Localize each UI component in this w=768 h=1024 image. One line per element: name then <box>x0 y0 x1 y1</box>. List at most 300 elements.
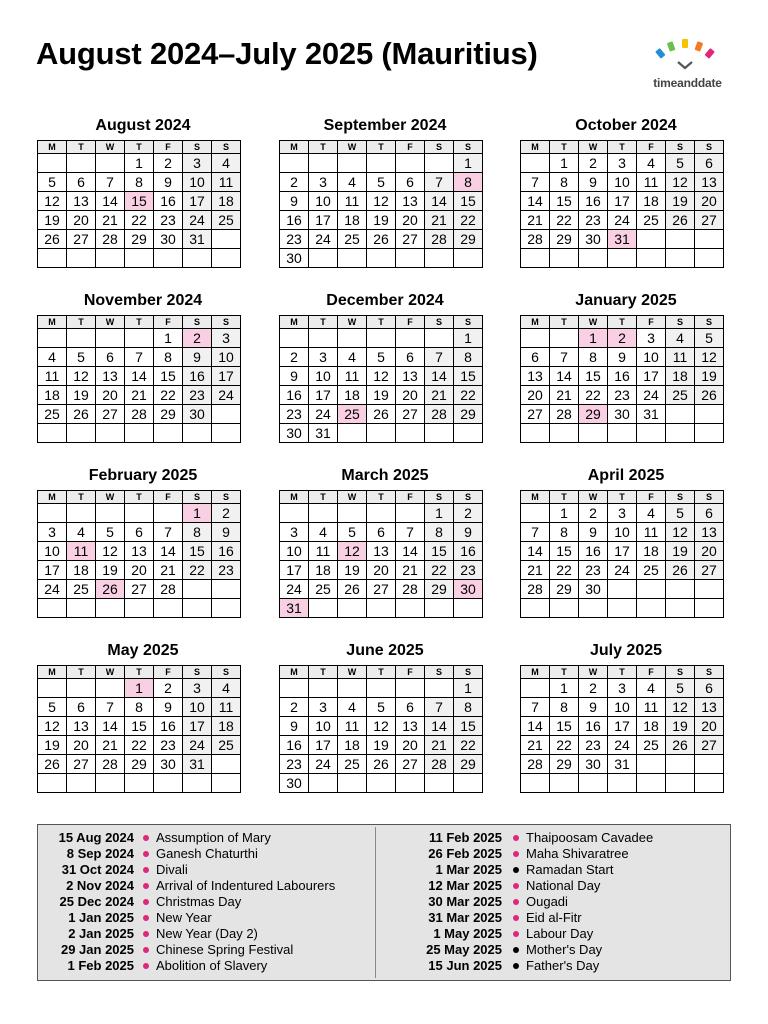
day-cell: 28 <box>425 405 454 424</box>
day-cell: 29 <box>154 405 183 424</box>
legend-holiday-name: Divali <box>156 862 188 877</box>
day-cell: 19 <box>67 386 96 405</box>
day-cell: 12 <box>96 542 125 561</box>
day-cell: 11 <box>338 192 367 211</box>
week-row <box>280 774 483 793</box>
day-cell: 4 <box>212 154 241 173</box>
empty-day-cell <box>579 599 608 618</box>
day-cell: 6 <box>67 173 96 192</box>
day-cell: 12 <box>367 367 396 386</box>
empty-day-cell <box>154 249 183 268</box>
week-row <box>280 211 483 230</box>
day-cell: 6 <box>367 523 396 542</box>
day-cell: 16 <box>183 367 212 386</box>
observance-dot-icon <box>513 867 519 873</box>
month-title: May 2025 <box>107 642 179 659</box>
week-row <box>521 367 724 386</box>
empty-day-cell <box>666 424 695 443</box>
empty-day-cell <box>212 424 241 443</box>
day-cell: 19 <box>666 717 695 736</box>
weekday-header-row <box>280 141 483 154</box>
day-cell: 20 <box>695 717 724 736</box>
empty-day-cell <box>338 329 367 348</box>
day-cell: 9 <box>608 348 637 367</box>
empty-day-cell <box>367 599 396 618</box>
week-row <box>280 405 483 424</box>
day-cell: 10 <box>309 192 338 211</box>
day-cell: 5 <box>666 504 695 523</box>
month-title: April 2025 <box>587 467 665 484</box>
weekday-header: T <box>67 491 96 504</box>
day-cell: 5 <box>695 329 724 348</box>
day-cell: 10 <box>183 698 212 717</box>
empty-day-cell <box>608 249 637 268</box>
day-cell: 23 <box>212 561 241 580</box>
holiday-dot-icon <box>143 931 149 937</box>
day-cell: 3 <box>608 154 637 173</box>
weekday-header: T <box>608 316 637 329</box>
weekday-header-row <box>521 491 724 504</box>
day-cell: 4 <box>67 523 96 542</box>
day-cell: 16 <box>454 542 483 561</box>
day-cell: 29 <box>550 580 579 599</box>
day-cell: 11 <box>637 523 666 542</box>
day-cell: 4 <box>38 348 67 367</box>
month-title: January 2025 <box>575 292 677 309</box>
day-cell: 6 <box>695 679 724 698</box>
day-cell: 13 <box>67 192 96 211</box>
day-cell: 22 <box>425 561 454 580</box>
day-cell: 21 <box>521 211 550 230</box>
day-cell: 23 <box>183 386 212 405</box>
empty-day-cell <box>367 154 396 173</box>
week-row <box>521 173 724 192</box>
week-row <box>38 523 241 542</box>
day-cell: 4 <box>637 154 666 173</box>
month-table <box>37 315 241 443</box>
day-cell: 23 <box>579 211 608 230</box>
empty-day-cell <box>396 329 425 348</box>
empty-day-cell <box>125 599 154 618</box>
day-cell: 12 <box>695 348 724 367</box>
day-cell: 13 <box>396 717 425 736</box>
day-cell: 16 <box>154 717 183 736</box>
empty-day-cell <box>637 424 666 443</box>
day-cell: 16 <box>579 192 608 211</box>
legend-holiday-name: Thaipoosam Cavadee <box>526 830 654 845</box>
week-row <box>280 755 483 774</box>
empty-day-cell <box>38 154 67 173</box>
day-cell: 15 <box>579 367 608 386</box>
month-title: November 2024 <box>83 292 203 309</box>
day-cell: 26 <box>338 580 367 599</box>
day-cell: 19 <box>666 192 695 211</box>
day-cell: 10 <box>212 348 241 367</box>
week-row <box>280 698 483 717</box>
weekday-header: W <box>579 316 608 329</box>
legend-date: 2 Jan 2025 <box>68 926 134 941</box>
day-cell: 5 <box>38 173 67 192</box>
legend-date: 11 Feb 2025 <box>429 830 502 845</box>
weekday-header: T <box>125 666 154 679</box>
empty-day-cell <box>579 424 608 443</box>
day-cell: 1 <box>154 329 183 348</box>
day-cell: 30 <box>280 424 309 443</box>
holiday-dot-icon <box>513 835 519 841</box>
observance-dot-icon <box>513 963 519 969</box>
day-cell: 17 <box>280 561 309 580</box>
legend-holiday-name: Ganesh Chaturthi <box>156 846 258 861</box>
day-cell: 30 <box>154 230 183 249</box>
day-cell: 29 <box>454 230 483 249</box>
legend-date: 2 Nov 2024 <box>66 878 134 893</box>
day-cell: 7 <box>521 173 550 192</box>
day-cell-holiday: 12 <box>338 542 367 561</box>
day-cell: 29 <box>550 230 579 249</box>
day-cell: 5 <box>367 698 396 717</box>
weekday-header: T <box>125 491 154 504</box>
day-cell: 14 <box>396 542 425 561</box>
week-row <box>280 542 483 561</box>
day-cell: 3 <box>280 523 309 542</box>
weekday-header: W <box>338 316 367 329</box>
day-cell: 20 <box>695 192 724 211</box>
day-cell: 15 <box>125 717 154 736</box>
day-cell: 29 <box>550 755 579 774</box>
day-cell: 8 <box>579 348 608 367</box>
week-row <box>38 580 241 599</box>
day-cell: 24 <box>38 580 67 599</box>
day-cell: 18 <box>637 717 666 736</box>
empty-day-cell <box>183 580 212 599</box>
empty-day-cell <box>96 154 125 173</box>
empty-day-cell <box>38 679 67 698</box>
day-cell: 20 <box>695 542 724 561</box>
day-cell: 1 <box>550 504 579 523</box>
day-cell: 22 <box>579 386 608 405</box>
day-cell: 29 <box>125 230 154 249</box>
empty-day-cell <box>521 504 550 523</box>
weekday-header-row <box>38 141 241 154</box>
day-cell: 20 <box>67 736 96 755</box>
day-cell: 3 <box>637 329 666 348</box>
weekday-header: W <box>338 141 367 154</box>
legend-holiday-name: Father's Day <box>526 958 600 973</box>
day-cell: 8 <box>550 523 579 542</box>
month-title: February 2025 <box>88 467 198 484</box>
day-cell: 27 <box>396 755 425 774</box>
week-row <box>280 599 483 618</box>
day-cell: 21 <box>521 736 550 755</box>
day-cell: 28 <box>396 580 425 599</box>
legend-date: 1 Feb 2025 <box>67 958 134 973</box>
day-cell: 2 <box>454 504 483 523</box>
day-cell: 15 <box>550 192 579 211</box>
day-cell: 10 <box>608 523 637 542</box>
day-cell: 18 <box>338 736 367 755</box>
weekday-header: S <box>425 666 454 679</box>
day-cell: 11 <box>338 367 367 386</box>
day-cell: 14 <box>96 192 125 211</box>
empty-day-cell <box>183 249 212 268</box>
day-cell: 21 <box>425 736 454 755</box>
day-cell: 26 <box>666 211 695 230</box>
day-cell: 5 <box>96 523 125 542</box>
day-cell: 2 <box>154 154 183 173</box>
weekday-header-row <box>38 316 241 329</box>
empty-day-cell <box>154 774 183 793</box>
legend-holiday-name: Chinese Spring Festival <box>156 942 294 957</box>
empty-day-cell <box>425 154 454 173</box>
day-cell: 27 <box>67 230 96 249</box>
day-cell: 21 <box>125 386 154 405</box>
weekday-header: S <box>454 666 483 679</box>
day-cell: 27 <box>695 561 724 580</box>
empty-day-cell <box>396 249 425 268</box>
day-cell: 15 <box>550 542 579 561</box>
day-cell: 19 <box>695 367 724 386</box>
day-cell: 25 <box>309 580 338 599</box>
day-cell: 27 <box>396 230 425 249</box>
timeanddate-logo[interactable] <box>640 38 735 94</box>
empty-day-cell <box>666 774 695 793</box>
day-cell: 8 <box>154 348 183 367</box>
empty-day-cell <box>96 679 125 698</box>
empty-day-cell <box>637 230 666 249</box>
day-cell: 17 <box>637 367 666 386</box>
week-row <box>521 230 724 249</box>
day-cell: 18 <box>212 717 241 736</box>
empty-day-cell <box>338 679 367 698</box>
legend-date: 1 May 2025 <box>433 926 502 941</box>
day-cell: 18 <box>338 211 367 230</box>
day-cell: 7 <box>154 523 183 542</box>
day-cell: 13 <box>125 542 154 561</box>
day-cell: 8 <box>125 173 154 192</box>
weekday-header: W <box>338 491 367 504</box>
day-cell: 15 <box>183 542 212 561</box>
day-cell: 19 <box>338 561 367 580</box>
weekday-header: F <box>154 141 183 154</box>
day-cell: 26 <box>67 405 96 424</box>
weekday-header: T <box>67 316 96 329</box>
week-row <box>38 230 241 249</box>
empty-day-cell <box>521 329 550 348</box>
day-cell: 13 <box>695 523 724 542</box>
day-cell: 19 <box>367 211 396 230</box>
week-row <box>521 679 724 698</box>
weekday-header: S <box>183 491 212 504</box>
month-table <box>520 140 724 268</box>
day-cell: 25 <box>338 230 367 249</box>
empty-day-cell <box>183 599 212 618</box>
day-cell: 7 <box>125 348 154 367</box>
weekday-header: S <box>454 491 483 504</box>
day-cell: 11 <box>637 698 666 717</box>
empty-day-cell <box>338 599 367 618</box>
legend-date: 8 Sep 2024 <box>66 846 134 861</box>
empty-day-cell <box>367 249 396 268</box>
day-cell: 11 <box>309 542 338 561</box>
day-cell: 14 <box>521 192 550 211</box>
weekday-header-row <box>38 666 241 679</box>
weekday-header: M <box>280 491 309 504</box>
empty-day-cell <box>608 580 637 599</box>
empty-day-cell <box>666 755 695 774</box>
day-cell: 24 <box>309 230 338 249</box>
day-cell: 12 <box>367 192 396 211</box>
day-cell: 25 <box>666 386 695 405</box>
day-cell: 21 <box>425 211 454 230</box>
weekday-header: T <box>550 666 579 679</box>
weekday-header: S <box>212 666 241 679</box>
day-cell: 23 <box>154 211 183 230</box>
weekday-header: M <box>38 666 67 679</box>
weekday-header: F <box>637 316 666 329</box>
day-cell: 13 <box>521 367 550 386</box>
empty-day-cell <box>154 424 183 443</box>
day-cell: 17 <box>309 736 338 755</box>
empty-day-cell <box>183 424 212 443</box>
day-cell: 27 <box>695 736 724 755</box>
day-cell: 3 <box>183 154 212 173</box>
empty-day-cell <box>666 580 695 599</box>
empty-day-cell <box>695 580 724 599</box>
week-row <box>38 249 241 268</box>
week-row <box>38 329 241 348</box>
day-cell: 29 <box>454 405 483 424</box>
day-cell: 24 <box>608 736 637 755</box>
day-cell: 5 <box>666 154 695 173</box>
empty-day-cell <box>309 679 338 698</box>
empty-day-cell <box>521 774 550 793</box>
week-row <box>280 717 483 736</box>
weekday-header: S <box>666 666 695 679</box>
holiday-dot-icon <box>513 883 519 889</box>
empty-day-cell <box>695 599 724 618</box>
weekday-header: T <box>367 666 396 679</box>
day-cell: 9 <box>183 348 212 367</box>
day-cell: 31 <box>183 755 212 774</box>
day-cell: 18 <box>338 386 367 405</box>
day-cell: 1 <box>550 154 579 173</box>
empty-day-cell <box>550 249 579 268</box>
empty-day-cell <box>396 599 425 618</box>
day-cell: 17 <box>309 211 338 230</box>
empty-day-cell <box>425 424 454 443</box>
day-cell: 2 <box>280 348 309 367</box>
day-cell: 30 <box>608 405 637 424</box>
empty-day-cell <box>637 774 666 793</box>
day-cell: 7 <box>96 173 125 192</box>
day-cell-holiday: 26 <box>96 580 125 599</box>
day-cell: 14 <box>154 542 183 561</box>
weekday-header: F <box>396 141 425 154</box>
week-row <box>38 192 241 211</box>
day-cell: 5 <box>367 173 396 192</box>
day-cell: 19 <box>38 736 67 755</box>
empty-day-cell <box>38 249 67 268</box>
day-cell: 21 <box>96 211 125 230</box>
day-cell: 13 <box>67 717 96 736</box>
day-cell: 13 <box>396 367 425 386</box>
weekday-header-row <box>280 666 483 679</box>
day-cell: 25 <box>38 405 67 424</box>
day-cell: 14 <box>521 542 550 561</box>
weekday-header: F <box>396 666 425 679</box>
empty-day-cell <box>425 249 454 268</box>
day-cell-holiday: 1 <box>183 504 212 523</box>
day-cell: 1 <box>454 329 483 348</box>
day-cell: 19 <box>38 211 67 230</box>
day-cell: 20 <box>521 386 550 405</box>
day-cell: 25 <box>338 755 367 774</box>
day-cell: 12 <box>666 173 695 192</box>
day-cell: 7 <box>396 523 425 542</box>
weekday-header: T <box>309 666 338 679</box>
day-cell: 30 <box>579 580 608 599</box>
day-cell: 14 <box>425 717 454 736</box>
legend-date: 12 Mar 2025 <box>428 878 502 893</box>
weekday-header: S <box>454 141 483 154</box>
day-cell: 17 <box>183 192 212 211</box>
day-cell: 14 <box>425 367 454 386</box>
week-row <box>280 230 483 249</box>
week-row <box>521 154 724 173</box>
empty-day-cell <box>396 504 425 523</box>
day-cell: 23 <box>608 386 637 405</box>
legend-date: 31 Mar 2025 <box>428 910 502 925</box>
day-cell: 27 <box>125 580 154 599</box>
day-cell: 31 <box>608 755 637 774</box>
day-cell: 25 <box>637 736 666 755</box>
day-cell: 1 <box>125 154 154 173</box>
day-cell-holiday: 25 <box>338 405 367 424</box>
day-cell: 20 <box>96 386 125 405</box>
day-cell: 4 <box>338 173 367 192</box>
legend-holiday-name: Ramadan Start <box>526 862 614 877</box>
holiday-dot-icon <box>143 947 149 953</box>
legend-holiday-name: Mother's Day <box>526 942 603 957</box>
week-row <box>521 211 724 230</box>
day-cell: 3 <box>309 348 338 367</box>
day-cell: 26 <box>38 755 67 774</box>
day-cell: 2 <box>212 504 241 523</box>
month-title: July 2025 <box>589 642 663 659</box>
day-cell: 21 <box>550 386 579 405</box>
day-cell: 22 <box>454 211 483 230</box>
day-cell: 2 <box>579 504 608 523</box>
day-cell: 28 <box>125 405 154 424</box>
legend-holiday-name: New Year (Day 2) <box>156 926 258 941</box>
day-cell: 28 <box>521 755 550 774</box>
empty-day-cell <box>454 424 483 443</box>
day-cell: 20 <box>367 561 396 580</box>
week-row <box>280 173 483 192</box>
weekday-header-row <box>521 141 724 154</box>
weekday-header: T <box>367 141 396 154</box>
holiday-dot-icon <box>513 931 519 937</box>
day-cell: 30 <box>280 249 309 268</box>
empty-day-cell <box>695 249 724 268</box>
legend-holiday-name: National Day <box>526 878 601 893</box>
empty-day-cell <box>454 599 483 618</box>
week-row <box>38 736 241 755</box>
weekday-header: S <box>695 141 724 154</box>
day-cell: 26 <box>695 386 724 405</box>
day-cell: 7 <box>521 523 550 542</box>
weekday-header: T <box>608 141 637 154</box>
